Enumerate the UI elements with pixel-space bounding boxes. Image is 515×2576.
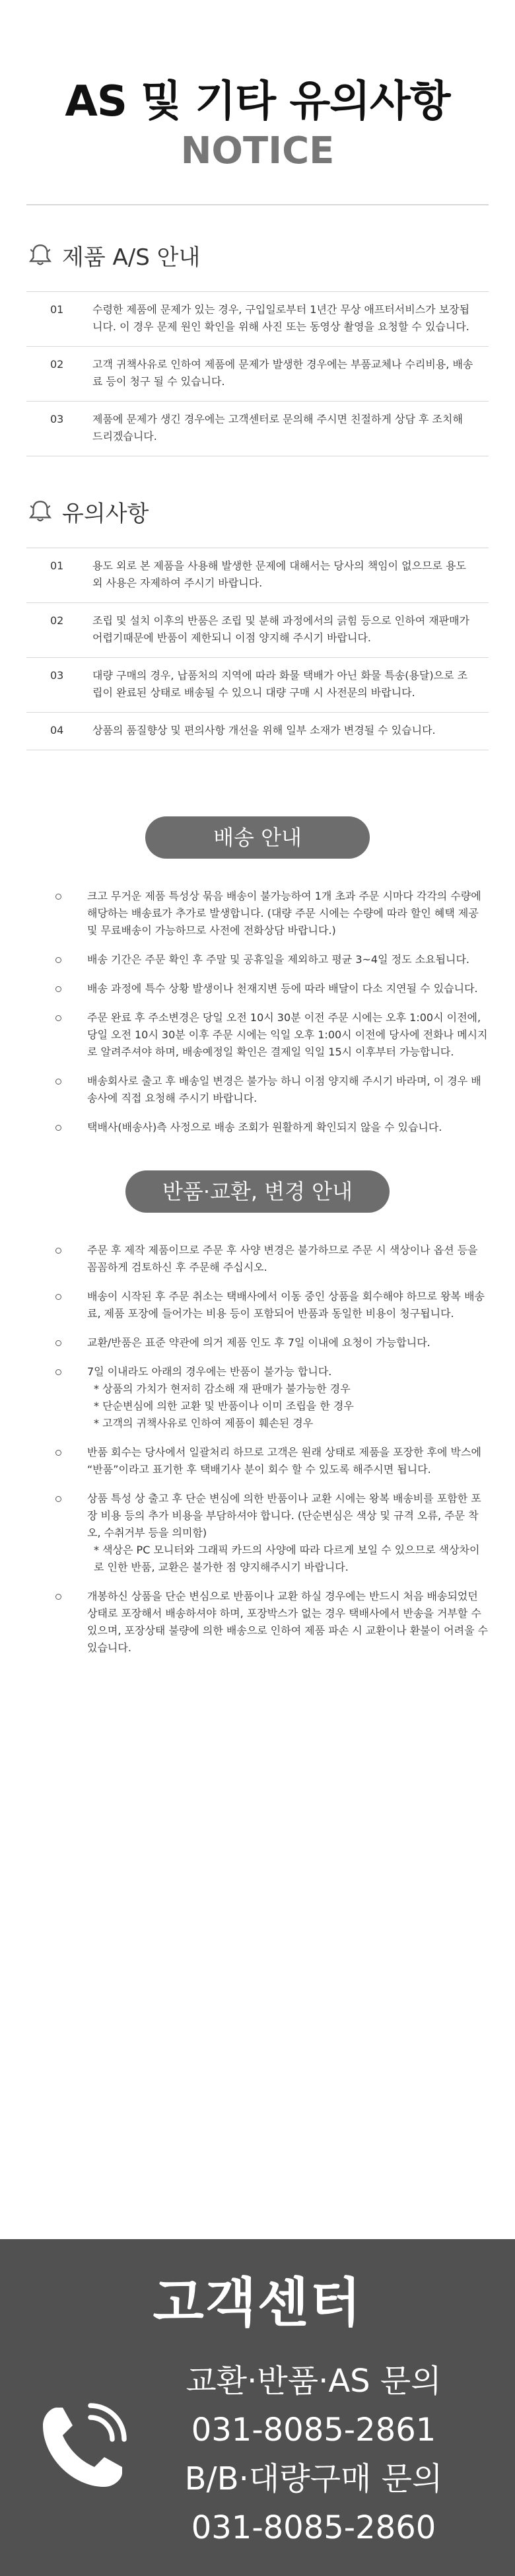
list-item-text: 배송 기간은 주문 확인 후 주말 및 공휴일을 제외하고 평균 3~4일 정도 소요됩니다.: [87, 953, 470, 966]
bullet-icon: [55, 894, 61, 900]
table-row: [26, 603, 489, 658]
returns-heading-wrap: [0, 1170, 515, 1213]
as-list: [0, 292, 515, 456]
item-number: 01: [50, 303, 64, 316]
item-text: 수령한 제품에 문제가 있는 경우, 구입일로부터 1년간 무상 애프터서비스가 보장됩니다. 이 경우 문제 원인 확인을 위해 사진 또는 동영상 촬영을 요청할 수 있습니다.: [92, 303, 470, 334]
list-item: [26, 1119, 489, 1136]
item-text: 대량 구매의 경우, 납품처의 지역에 따라 화물 택배가 아닌 화물 특송(용달)으로 조립이 완료된 상태로 배송될 수 있으니 대량 구매 시 사전문의 바랍니다.: [92, 669, 468, 699]
page-subtitle: NOTICE: [180, 129, 335, 172]
bullet-icon: [55, 1079, 61, 1085]
list-item: [26, 1363, 489, 1432]
item-text: 조립 및 설치 이후의 반품은 조립 및 분해 과정에서의 긁힘 등으로 인하여 재판매가 어렵기때문에 반품이 제한되니 이점 양지해 주시기 바랍니다.: [92, 614, 470, 645]
list-item-text: 배송회사로 출고 후 배송일 변경은 불가능 하니 이점 양지해 주시기 바라며, 이 경우 배송사에 직접 요청해 주시기 바랍니다.: [87, 1075, 481, 1105]
bullet-icon: [55, 1369, 61, 1375]
list-item: [26, 888, 489, 939]
bulk-inquiry-label: B/B·대량구매 문의: [184, 2460, 443, 2497]
list-item-text: 교환/반품은 표준 약관에 의거 제품 인도 후 7일 이내에 요청이 가능합니다.: [87, 1336, 430, 1349]
table-row: [26, 548, 489, 603]
list-item-subtext: * 색상은 PC 모니터와 그래픽 카드의 사양에 따라 다르게 보일 수 있으므로 색상차이로 인한 반품, 교환은 불가한 점 양지해주시기 바랍니다.: [94, 1544, 480, 1574]
list-item-text: 7일 이내라도 아래의 경우에는 반품이 불가능 합니다.: [87, 1365, 332, 1378]
list-item-text: 상품 특성 상 출고 후 단순 변심에 의한 반품이나 교환 시에는 왕복 배송비를 포함한 포장 비용 등의 추가 비용을 부담하셔야 합니다. (단순변심은 색상 및 규격 오류, 주문 착오, 수취거부 등을 의미함): [87, 1492, 481, 1540]
list-item-subtext: * 고객의 귀책사유로 인하여 제품이 훼손된 경우: [94, 1417, 314, 1430]
bullet-icon: [55, 1125, 61, 1131]
bullet-icon: [55, 1340, 61, 1346]
bullet-icon: [55, 986, 61, 992]
divider: [26, 204, 489, 205]
table-row: [26, 402, 489, 456]
list-item: [26, 1073, 489, 1107]
list-item-text: 반품 회수는 당사에서 일괄처리 하므로 고객은 원래 상태로 제품을 포장한 후에 박스에 “반품”이라고 표기한 후 택배기사 분이 회수 할 수 있도록 해주시면 됩니다.: [87, 1446, 481, 1476]
list-item: [26, 1242, 489, 1276]
list-item-text: 주문 후 제작 제품이므로 주문 후 사양 변경은 불가하므로 주문 시 색상이나 옵션 등을 꼼꼼하게 검토하신 후 주문해 주십시오.: [87, 1244, 478, 1274]
bell-icon: [26, 241, 54, 269]
customer-center: [0, 2239, 515, 2576]
item-number: 03: [50, 669, 64, 682]
bullet-icon: [55, 1496, 61, 1502]
returns-list: [0, 1242, 515, 1657]
bullet-icon: [55, 957, 61, 963]
bullet-icon: [55, 1294, 61, 1300]
item-number: 02: [50, 614, 64, 627]
shipping-heading-wrap: [0, 816, 515, 859]
notice-heading-text: 유의사항: [62, 500, 149, 527]
list-item: [26, 1288, 489, 1322]
bullet-icon: [55, 1450, 61, 1456]
bulk-inquiry-phone[interactable]: 031-8085-2860: [191, 2509, 436, 2546]
item-text: 용도 외로 본 제품을 사용해 발생한 문제에 대해서는 당사의 책임이 없으므로 용도 외 사용은 자제하여 주시기 바랍니다.: [92, 559, 466, 590]
as-section-heading: [26, 219, 489, 291]
bullet-icon: [55, 1594, 61, 1600]
table-row: [26, 347, 489, 402]
list-item-text: 주문 완료 후 주소변경은 당일 오전 10시 30분 이전 주문 시에는 오후 1:00시 이전에, 당일 오전 10시 30분 이후 주문 시에는 익일 오후 1:00시 이전에 당사에 전화나 메시지로 알려주셔야 하며, 배송예정일 확인은 결제일 익일 15시 이후부터 가능합니다.: [87, 1011, 488, 1059]
list-item: [26, 1444, 489, 1478]
phone-icon: [33, 2398, 132, 2497]
bell-icon: [26, 497, 54, 525]
list-item: [26, 1588, 489, 1657]
as-inquiry-label: 교환·반품·AS 문의: [186, 2363, 442, 2400]
item-text: 고객 귀책사유로 인하여 제품에 문제가 발생한 경우에는 부품교체나 수리비용, 배송료 등이 청구 될 수 있습니다.: [92, 358, 473, 388]
list-item-text: 배송이 시작된 후 주문 취소는 택배사에서 이동 중인 상품을 회수해야 하므로 왕복 배송료, 제품 포장에 들어가는 비용 등이 포함되어 반품과 동일한 비용이 청구됩니다.: [87, 1290, 485, 1320]
table-row: [26, 292, 489, 347]
list-item-subtext: * 단순변심에 의한 교환 및 반품이나 이미 조립을 한 경우: [94, 1400, 354, 1413]
table-row: [26, 658, 489, 713]
returns-heading: 반품·교환, 변경 안내: [125, 1170, 390, 1213]
item-text: 상품의 품질향상 및 편의사항 개선을 위해 일부 소재가 변경될 수 있습니다.: [92, 724, 436, 737]
list-item: [26, 980, 489, 997]
notice-section-heading: [26, 475, 489, 548]
shipping-heading: 배송 안내: [145, 816, 370, 859]
item-number: 04: [50, 724, 64, 737]
contact-lines: [125, 2357, 502, 2552]
list-item: [26, 951, 489, 968]
shipping-list: [0, 888, 515, 1136]
list-item: [26, 1490, 489, 1576]
item-number: 02: [50, 358, 64, 371]
page-title: AS 및 기타 유의사항: [65, 77, 450, 126]
customer-center-title: 고객센터: [153, 2272, 362, 2334]
notice-list: [0, 548, 515, 750]
list-item-text: 택배사(배송사)측 사정으로 배송 조회가 원활하게 확인되지 않을 수 있습니다.: [87, 1121, 442, 1134]
table-row: [26, 713, 489, 750]
bullet-icon: [55, 1015, 61, 1021]
as-inquiry-phone[interactable]: 031-8085-2861: [191, 2412, 436, 2449]
item-text: 제품에 문제가 생긴 경우에는 고객센터로 문의해 주시면 친절하게 상담 후 조치해 드리겠습니다.: [92, 413, 463, 443]
bullet-icon: [55, 1248, 61, 1254]
as-heading-text: 제품 A/S 안내: [62, 244, 201, 271]
list-item: [26, 1334, 489, 1351]
list-item-text: 크고 무거운 제품 특성상 묶음 배송이 불가능하여 1개 초과 주문 시마다 각각의 수량에 해당하는 배송료가 추가로 발생합니다. (대량 주문 시에는 수량에 따라 할인 혜택 제공 및 무료배송이 가능하므로 사전에 전화상담 바랍니다.): [87, 890, 481, 937]
list-item: [26, 1009, 489, 1061]
header: [0, 0, 515, 171]
list-item-text: 배송 과정에 특수 상황 발생이나 천재지변 등에 따라 배달이 다소 지연될 수 있습니다.: [87, 982, 478, 995]
item-number: 01: [50, 559, 64, 573]
item-number: 03: [50, 413, 64, 426]
list-item-subtext: * 상품의 가치가 현저히 감소해 재 판매가 불가능한 경우: [94, 1382, 351, 1396]
list-item-text: 개봉하신 상품을 단순 변심으로 반품이나 교환 하실 경우에는 반드시 처음 배송되었던 상태로 포장해서 배송하셔야 하며, 포장박스가 없는 경우 택배사에서 반송을 거부할 수 있으며, 포장상태 불량에 의한 배송으로 인하여 제품 파손 시 교환이나 환불이 어려울 수 있습니다.: [87, 1590, 489, 1655]
